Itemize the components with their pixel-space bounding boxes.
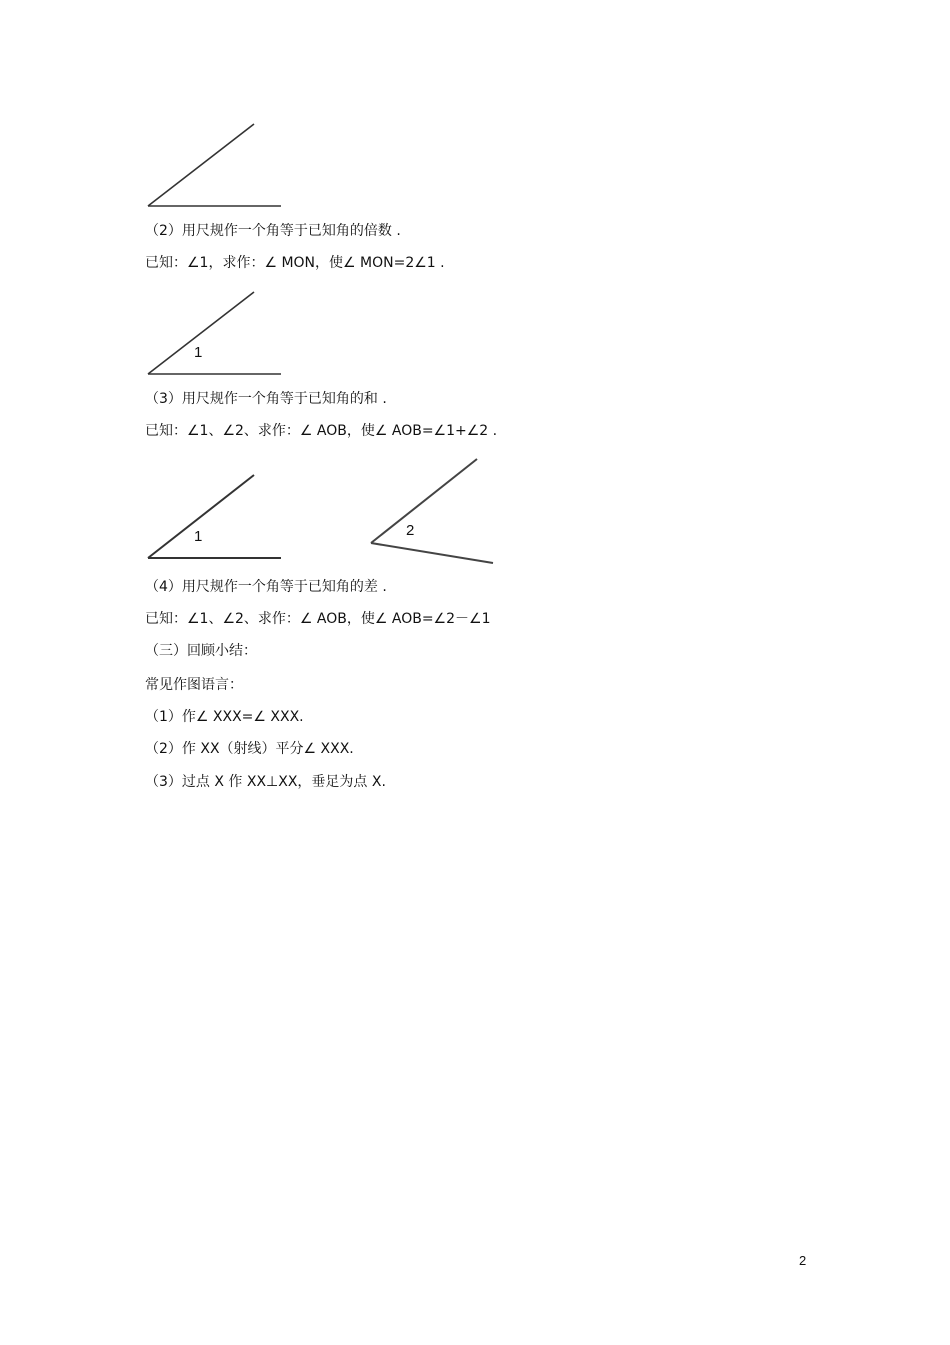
review-intro: 常见作图语言：	[145, 677, 243, 693]
item3-given: 已知：∠1、∠2、求作：∠ AOB，使∠ AOB=∠1+∠2 .	[145, 423, 498, 439]
angle-label-1-b: 1	[194, 528, 203, 545]
angle-label-1-a: 1	[194, 344, 203, 361]
item2-given: 已知：∠1，求作：∠ MON，使∠ MON=2∠1 .	[145, 255, 445, 271]
item3-heading: （3）用尺规作一个角等于已知角的和 .	[145, 391, 387, 407]
review-line-1: （1）作∠ XXX=∠ XXX.	[145, 709, 304, 725]
page-number: 2	[799, 1253, 807, 1268]
angle-figure-top	[148, 124, 281, 206]
angle-2-figure	[371, 459, 493, 563]
review-line-2: （2）作 XX（射线）平分∠ XXX.	[145, 741, 354, 757]
item4-heading: （4）用尺规作一个角等于已知角的差 .	[145, 579, 387, 595]
angle-1-figure-a	[148, 292, 281, 374]
angle-label-2: 2	[406, 522, 415, 539]
item4-given: 已知：∠1、∠2、求作：∠ AOB，使∠ AOB=∠2－∠1	[145, 611, 491, 627]
review-line-3: （3）过点 X 作 XX⊥XX，垂足为点 X.	[145, 774, 386, 790]
review-heading: （三）回顾小结：	[145, 643, 257, 659]
angle-1-figure-b	[148, 475, 281, 558]
item2-heading: （2）用尺规作一个角等于已知角的倍数 .	[145, 223, 401, 239]
